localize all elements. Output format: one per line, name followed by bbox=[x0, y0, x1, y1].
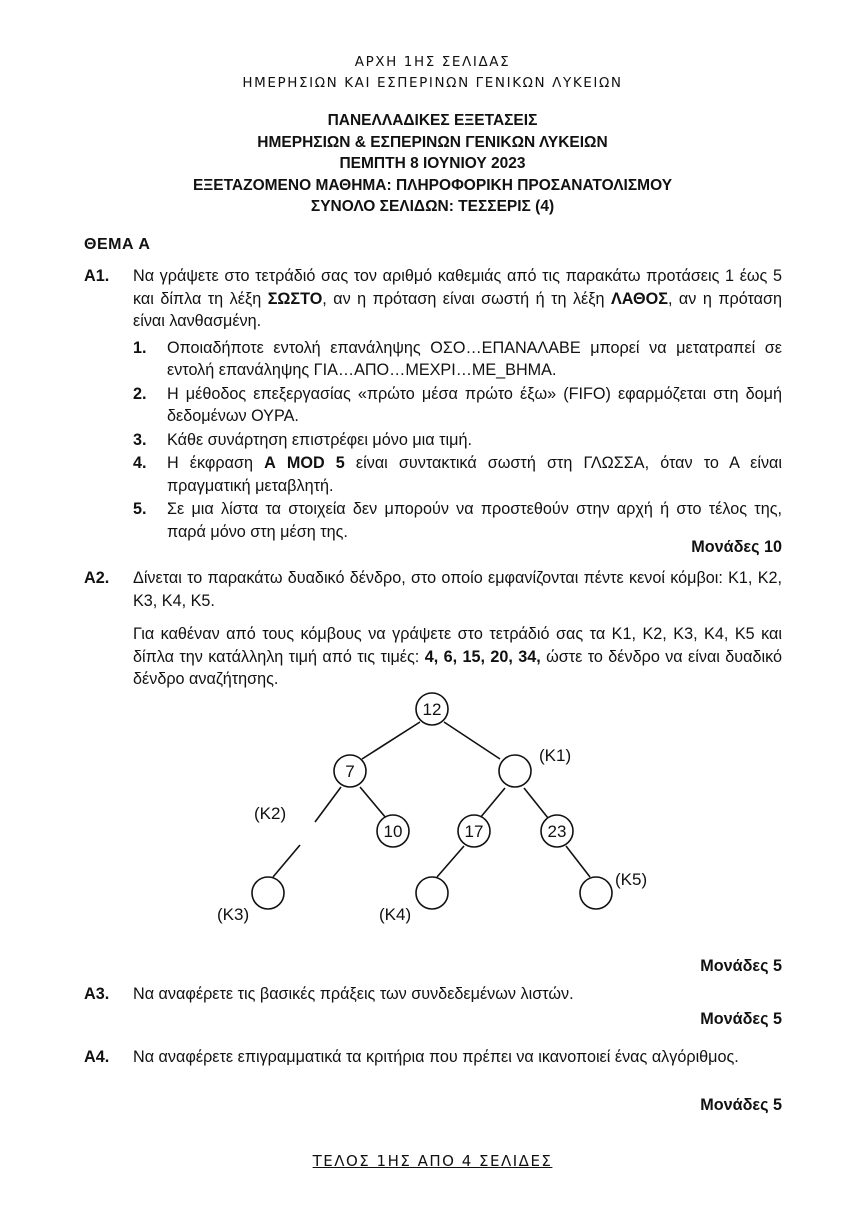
page-footer-text: ΤΕΛΟΣ 1ΗΣ ΑΠΟ 4 ΣΕΛΙΔΕΣ bbox=[312, 1152, 553, 1170]
question-a3-label: Α3. bbox=[84, 985, 110, 1003]
question-a2-para1: Δίνεται το παρακάτω δυαδικό δένδρο, στο οποίο εμφανίζονται πέντε κενοί κόμβοι: Κ1, Κ2, Κ3, Κ4, Κ5. bbox=[133, 569, 782, 610]
tree-label-k1: (Κ1) bbox=[539, 746, 572, 765]
item-number: 5. bbox=[133, 500, 147, 518]
page-header-line1: ΑΡΧΗ 1ΗΣ ΣΕΛΙΔΑΣ bbox=[354, 54, 511, 70]
a1-text-mid: , αν η πρόταση είναι σωστή ή τη λέξη bbox=[322, 289, 611, 308]
a1-word-lathos: ΛΑΘΟΣ bbox=[611, 289, 668, 308]
a2-marks: Μονάδες 5 bbox=[700, 957, 782, 975]
exam-page-count: ΣΥΝΟΛΟ ΣΕΛΙΔΩΝ: ΤΕΣΣΕΡΙΣ (4) bbox=[310, 198, 555, 215]
a1-marks: Μονάδες 10 bbox=[691, 538, 782, 556]
item-number: 2. bbox=[133, 384, 147, 403]
edge-17-k4 bbox=[437, 846, 464, 877]
edge-7-k2 bbox=[315, 787, 341, 822]
a1-text-after: , αν η πρόταση είναι λανθασμένη. bbox=[133, 289, 782, 330]
question-a2-label: Α2. bbox=[84, 569, 110, 587]
question-a3-text: Να αναφέρετε τις βασικές πράξεις των συνδεδεμένων λιστών. bbox=[133, 985, 574, 1003]
tree-node-k5 bbox=[580, 877, 612, 909]
tree-label-k2: (Κ2) bbox=[254, 804, 287, 823]
tree-node-12-label: 12 bbox=[422, 700, 442, 719]
edge-23-k5 bbox=[566, 846, 590, 877]
item-text-before: Η έκφραση bbox=[167, 454, 265, 472]
item-text: Οποιαδήποτε εντολή επανάληψης ΟΣΟ…ΕΠΑΝΑΛΑΒΕ μπορεί να μετατραπεί σε εντολή επανάληψης ΓΙΑ…ΑΠΟ…ΜΕΧΡΙ…ΜΕ_ΒΗΜΑ. bbox=[167, 338, 782, 379]
item-bold-expression: Α MOD 5 bbox=[264, 454, 345, 472]
a2-values-list: 4, 6, 15, 20, 34, bbox=[424, 647, 541, 666]
exam-subject: ΕΞΕΤΑΖΟΜΕΝΟ ΜΑΘΗΜΑ: ΠΛΗΡΟΦΟΡΙΚΗ ΠΡΟΣΑΝΑΤΟΛΙΣΜΟΥ bbox=[192, 176, 673, 194]
question-a4 bbox=[84, 1046, 782, 1069]
item-text: Σε μια λίστα τα στοιχεία δεν μπορούν να προστεθούν στην αρχή ή στο τέλος της, παρά μόνο στη μέση της. bbox=[167, 500, 782, 541]
page-header-line2: ΗΜΕΡΗΣΙΩΝ ΚΑΙ ΕΣΠΕΡΙΝΩΝ ΓΕΝΙΚΩΝ ΛΥΚΕΙΩΝ bbox=[242, 75, 623, 91]
edge-k1-23 bbox=[524, 788, 548, 818]
edge-7-10 bbox=[360, 787, 386, 818]
item-text: Κάθε συνάρτηση επιστρέφει μόνο μια τιμή. bbox=[167, 430, 472, 449]
edge-k2-k3 bbox=[273, 845, 300, 877]
a4-marks: Μονάδες 5 bbox=[700, 1096, 782, 1114]
tree-node-10-label: 10 bbox=[383, 822, 403, 841]
tree-node-23-label: 23 bbox=[547, 822, 567, 841]
a2-para2-before: Για καθέναν από τους κόμβους να γράψετε στο τετράδιό σας τα Κ1, Κ2, Κ3, Κ4, Κ5 και δίπλα την κατάλληλη τιμή από τις τιμές: bbox=[133, 625, 782, 666]
question-a4-text: Να αναφέρετε επιγραμματικά τα κριτήρια που πρέπει να ικανοποιεί ένας αλγόριθμος. bbox=[133, 1048, 739, 1066]
edge-12-k1 bbox=[444, 722, 500, 759]
item-text: Η μέθοδος επεξεργασίας «πρώτο μέσα πρώτο έξω» (FIFO) εφαρμόζεται στη δομή δεδομένων ΟΥΡΑ. bbox=[167, 384, 782, 425]
exam-title-line1: ΠΑΝΕΛΛΑΔΙΚΕΣ ΕΞΕΤΑΣΕΙΣ bbox=[327, 112, 538, 129]
a2-para2-after: ώστε το δένδρο να είναι δυαδικό δένδρο αναζήτησης. bbox=[133, 647, 783, 688]
edge-12-7 bbox=[362, 722, 420, 759]
tree-node-k3 bbox=[252, 877, 284, 909]
edge-k1-17 bbox=[480, 788, 505, 818]
item-number: 3. bbox=[133, 430, 147, 449]
a1-word-sosto: ΣΩΣΤΟ bbox=[267, 289, 323, 308]
a1-text-before: Να γράψετε στο τετράδιό σας τον αριθμό καθεμιάς από τις παρακάτω προτάσεις 1 έως 5 και δίπλα τη λέξη bbox=[133, 267, 782, 308]
question-a4-label: Α4. bbox=[84, 1048, 110, 1066]
tree-label-k4: (Κ4) bbox=[379, 905, 412, 924]
tree-node-7-label: 7 bbox=[345, 762, 355, 781]
item-number: 1. bbox=[133, 338, 147, 357]
tree-node-17-label: 17 bbox=[464, 822, 484, 841]
item-number: 4. bbox=[133, 454, 147, 472]
tree-node-k1 bbox=[499, 755, 531, 787]
tree-node-k4 bbox=[416, 877, 448, 909]
exam-date: ΠΕΜΠΤΗ 8 ΙΟΥΝΙΟΥ 2023 bbox=[339, 155, 526, 172]
tree-label-k3: (Κ3) bbox=[217, 905, 250, 924]
theme-heading: ΘΕΜΑ Α bbox=[84, 236, 151, 253]
question-a1-label: Α1. bbox=[84, 267, 110, 285]
item-text-after: είναι συντακτικά σωστή στη ΓΛΩΣΣΑ, όταν το Α είναι πραγματική μεταβλητή. bbox=[167, 454, 782, 495]
a3-marks: Μονάδες 5 bbox=[700, 1010, 782, 1028]
question-a3 bbox=[84, 983, 782, 1006]
tree-label-k5: (Κ5) bbox=[615, 870, 648, 889]
page-footer bbox=[0, 1152, 865, 1170]
exam-title-line2: ΗΜΕΡΗΣΙΩΝ & ΕΣΠΕΡΙΝΩΝ ΓΕΝΙΚΩΝ ΛΥΚΕΙΩΝ bbox=[257, 133, 608, 151]
